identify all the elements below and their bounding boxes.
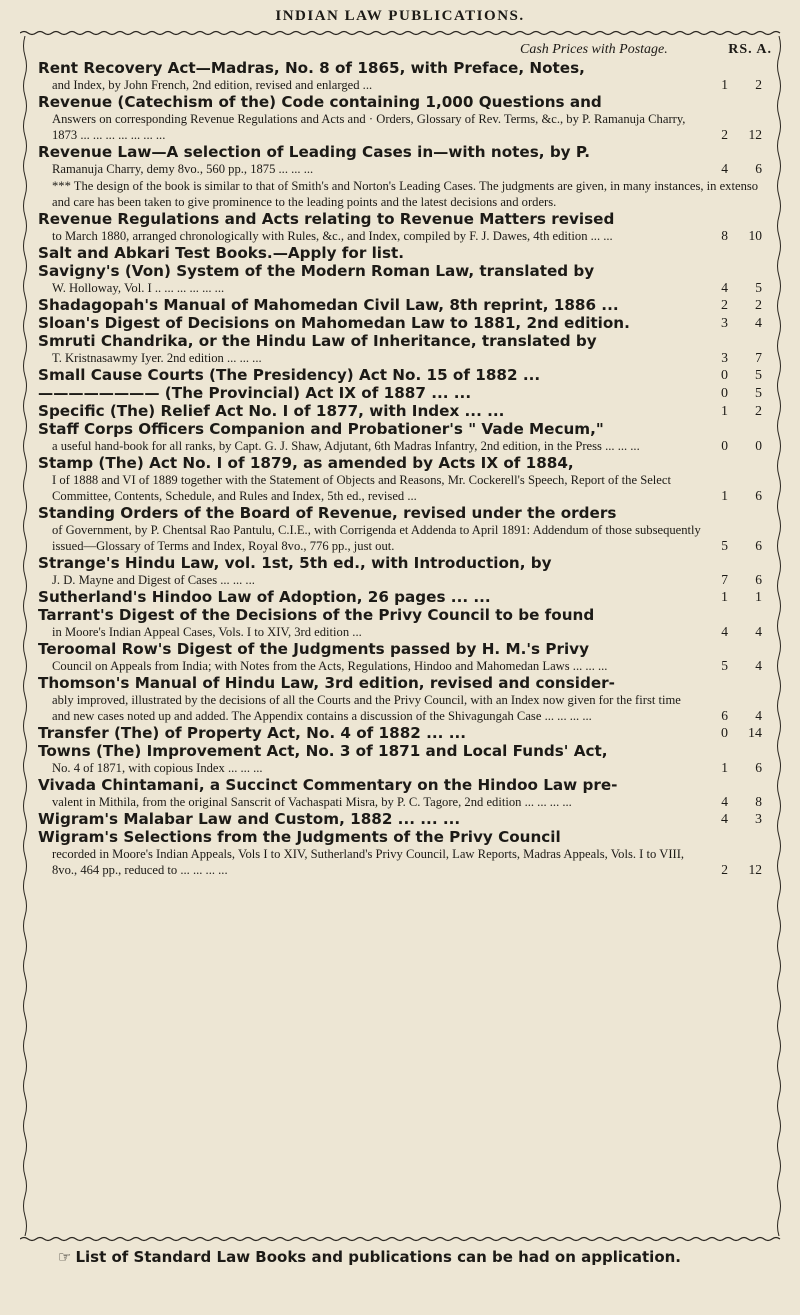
footer-text: List of Standard Law Books and publications can be had on application.	[75, 1248, 682, 1266]
book-entry	[38, 367, 768, 384]
book-entry	[38, 60, 768, 93]
book-entry	[38, 403, 768, 420]
book-entry	[38, 811, 768, 828]
price-annas: 5	[755, 386, 762, 401]
price-rupees: 1	[721, 404, 728, 419]
book-price	[704, 811, 762, 828]
price-annas: 6	[755, 538, 762, 553]
price-annas: 4	[755, 658, 762, 673]
book-price	[704, 350, 762, 366]
price-rupees: 3	[721, 350, 728, 365]
book-title: Vivada Chintamani, a Succinct Commentary on the Hindoo Law pre-	[38, 776, 618, 794]
book-price	[704, 297, 762, 314]
book-title: Stamp (The) Act No. I of 1879, as amended by Acts IX of 1884,	[38, 454, 574, 472]
book-price	[704, 708, 762, 724]
price-rupees: 0	[721, 386, 728, 401]
book-entry	[38, 297, 768, 314]
book-title: Revenue Law—A selection of Leading Cases in—with notes, by P.	[38, 143, 590, 161]
book-entry	[38, 455, 768, 504]
book-entry	[38, 505, 768, 554]
book-price	[704, 127, 762, 143]
book-price	[704, 228, 762, 244]
price-annas: 7	[755, 350, 762, 365]
book-price	[704, 794, 762, 810]
book-list	[38, 60, 768, 879]
price-rupees: 1	[721, 77, 728, 92]
price-annas: 6	[755, 488, 762, 503]
book-entry	[38, 589, 768, 606]
price-annas: 3	[755, 812, 762, 827]
price-annas: 2	[755, 404, 762, 419]
book-price	[704, 572, 762, 588]
price-annas: 6	[755, 572, 762, 587]
book-description: of Government, by P. Chentsal Rao Pantulu, C.I.E., with Corrigenda et Addenda to April 1891: Addendum of those subsequently issued—Glossary of Terms and Index, Royal 8vo., 776 pp., just out.	[52, 523, 701, 553]
book-description: ably improved, illustrated by the decisions of all the Courts and the Privy Council, with an Index now given for the first time and new cases noted up and added. The Appendix contains a discussion of the Shivagungah Case ... ... ... ...	[52, 693, 681, 723]
running-head: INDIAN LAW PUBLICATIONS.	[275, 8, 525, 24]
book-title: Teroomal Row's Digest of the Judgments passed by H. M.'s Privy	[38, 640, 589, 658]
price-annas: 6	[755, 161, 762, 176]
price-annas: 6	[755, 760, 762, 775]
book-description: Council on Appeals from India; with Notes from the Acts, Regulations, Hindoo and Mahomedan Laws ... ... ...	[52, 659, 608, 673]
price-rupees: 4	[721, 812, 728, 827]
price-annas: 2	[755, 77, 762, 92]
book-price	[704, 315, 762, 332]
book-price	[704, 367, 762, 384]
book-price	[704, 862, 762, 878]
left-wavy-border	[22, 36, 28, 1236]
book-title: Towns (The) Improvement Act, No. 3 of 1871 and Local Funds' Act,	[38, 742, 608, 760]
book-description: to March 1880, arranged chronologically with Rules, &c., and Index, compiled by F. J. Dawes, 4th edition ... ...	[52, 229, 613, 243]
book-price	[704, 488, 762, 504]
book-entry	[38, 385, 768, 402]
price-rupees: 2	[721, 127, 728, 142]
price-rupees: 1	[721, 488, 728, 503]
book-entry	[38, 829, 768, 878]
price-annas: 12	[748, 127, 762, 142]
footer-notice	[58, 1248, 778, 1266]
book-entry	[38, 743, 768, 776]
book-title: Transfer (The) of Property Act, No. 4 of 1882 ... ...	[38, 724, 467, 742]
price-rupees: 4	[721, 161, 728, 176]
book-price	[704, 77, 762, 93]
book-price	[704, 589, 762, 606]
pointing-hand-icon: ☞	[58, 1248, 72, 1266]
price-annas: 8	[755, 794, 762, 809]
book-entry	[38, 725, 768, 742]
book-entry	[38, 333, 768, 366]
book-title: ———————— (The Provincial) Act IX of 1887 ... ...	[38, 384, 472, 402]
price-rupees: 1	[721, 760, 728, 775]
price-annas: 4	[755, 624, 762, 639]
price-rupees: 4	[721, 280, 728, 295]
book-title: Small Cause Courts (The Presidency) Act No. 15 of 1882 ...	[38, 366, 541, 384]
book-price	[704, 538, 762, 554]
price-annas: 0	[755, 438, 762, 453]
book-title: Sloan's Digest of Decisions on Mahomedan Law to 1881, 2nd edition.	[38, 314, 630, 332]
price-rupees: 0	[721, 368, 728, 383]
book-entry	[38, 641, 768, 674]
price-annas: 12	[748, 862, 762, 877]
book-price	[704, 760, 762, 776]
price-rupees: 0	[721, 438, 728, 453]
price-rupees: 4	[721, 794, 728, 809]
book-description: J. D. Mayne and Digest of Cases ... ... ...	[52, 573, 255, 587]
price-annas: 10	[748, 228, 762, 243]
book-description: in Moore's Indian Appeal Cases, Vols. I to XIV, 3rd edition ...	[52, 625, 362, 639]
book-price	[704, 280, 762, 296]
price-rupees: 4	[721, 624, 728, 639]
book-title: Smruti Chandrika, or the Hindu Law of Inheritance, translated by	[38, 332, 597, 350]
annas-column-label: A.	[756, 42, 772, 57]
book-entry	[38, 263, 768, 296]
book-description: and Index, by John French, 2nd edition, revised and enlarged ...	[52, 78, 373, 92]
book-entry	[38, 94, 768, 143]
bottom-wavy-border	[20, 1236, 782, 1242]
book-entry	[38, 675, 768, 724]
book-price	[704, 725, 762, 742]
book-price	[704, 403, 762, 420]
book-description: Answers on corresponding Revenue Regulations and Acts and · Orders, Glossary of Rev. Terms, &c., by P. Ramanuja Charry, 1873 ... ... ... ... ... ... ...	[52, 112, 686, 142]
book-entry	[38, 421, 768, 454]
book-title: Sutherland's Hindoo Law of Adoption, 26 pages ... ...	[38, 588, 491, 606]
price-rupees: 6	[721, 708, 728, 723]
book-description: Ramanuja Charry, demy 8vo., 560 pp., 1875 ... ... ...	[52, 162, 314, 176]
book-title: Strange's Hindu Law, vol. 1st, 5th ed., with Introduction, by	[38, 554, 552, 572]
rupees-column-label: RS.	[728, 42, 753, 57]
right-wavy-border	[776, 36, 782, 1236]
book-description: recorded in Moore's Indian Appeals, Vols I to XIV, Sutherland's Privy Council, Law Reports, Madras Appeals, Vols. I to VIII, 8vo., 464 pp., reduced to ... ... ... ...	[52, 847, 685, 877]
price-column-header	[520, 42, 772, 58]
book-entry	[38, 178, 768, 210]
price-rupees: 8	[721, 228, 728, 243]
book-description: No. 4 of 1871, with copious Index ... ... ...	[52, 761, 263, 775]
book-description: W. Holloway, Vol. I .. ... ... ... ... ...	[52, 281, 225, 295]
price-rupees: 3	[721, 316, 728, 331]
top-wavy-border	[20, 30, 782, 36]
book-title: Tarrant's Digest of the Decisions of the Privy Council to be found	[38, 606, 595, 624]
book-entry	[38, 211, 768, 244]
currency-columns	[728, 42, 772, 58]
book-description: I of 1888 and VI of 1889 together with the Statement of Objects and Reasons, Mr. Cockerell's Speech, Report of the Select Committee, Contents, Schedule, and Rules and Index, 5th ed., revised ...	[52, 473, 671, 503]
book-description: valent in Mithila, from the original Sanscrit of Vachaspati Misra, by P. C. Tagore, 2nd edition ... ... ... ...	[52, 795, 572, 809]
book-price	[704, 438, 762, 454]
book-entry	[38, 555, 768, 588]
book-title: Rent Recovery Act—Madras, No. 8 of 1865, with Preface, Notes,	[38, 59, 585, 77]
book-entry	[38, 245, 768, 262]
book-title: Revenue (Catechism of the) Code containing 1,000 Questions and	[38, 93, 602, 111]
book-title: Specific (The) Relief Act No. I of 1877, with Index ... ...	[38, 402, 505, 420]
book-title: Thomson's Manual of Hindu Law, 3rd edition, revised and consider-	[38, 674, 615, 692]
book-entry	[38, 607, 768, 640]
price-annas: 5	[755, 280, 762, 295]
book-price	[704, 161, 762, 177]
book-entry	[38, 144, 768, 177]
book-title: Shadagopah's Manual of Mahomedan Civil Law, 8th reprint, 1886 ...	[38, 296, 619, 314]
price-annas: 2	[755, 298, 762, 313]
book-title: Wigram's Selections from the Judgments of the Privy Council	[38, 828, 561, 846]
book-price	[704, 385, 762, 402]
book-title: Salt and Abkari Test Books.—Apply for list.	[38, 244, 405, 262]
book-entry	[38, 777, 768, 810]
book-entry	[38, 315, 768, 332]
book-description: T. Kristnasawmy Iyer. 2nd edition ... ... ...	[52, 351, 262, 365]
price-rupees: 0	[721, 726, 728, 741]
book-description: a useful hand-book for all ranks, by Capt. G. J. Shaw, Adjutant, 6th Madras Infantry, 2nd edition, in the Press ... ... ...	[52, 439, 640, 453]
price-rupees: 7	[721, 572, 728, 587]
price-annas: 14	[748, 726, 762, 741]
cash-prices-heading: Cash Prices with Postage.	[520, 42, 668, 57]
price-rupees: 2	[721, 298, 728, 313]
book-title: Revenue Regulations and Acts relating to Revenue Matters revised	[38, 210, 615, 228]
book-price	[704, 658, 762, 674]
book-price	[704, 624, 762, 640]
book-title: Staff Corps Officers Companion and Probationer's " Vade Mecum,"	[38, 420, 604, 438]
price-annas: 4	[755, 316, 762, 331]
price-annas: 1	[755, 590, 762, 605]
price-annas: 4	[755, 708, 762, 723]
book-title: Savigny's (Von) System of the Modern Roman Law, translated by	[38, 262, 595, 280]
price-annas: 5	[755, 368, 762, 383]
book-title: Standing Orders of the Board of Revenue, revised under the orders	[38, 504, 617, 522]
book-title: Wigram's Malabar Law and Custom, 1882 ... ... ...	[38, 810, 461, 828]
price-rupees: 5	[721, 538, 728, 553]
price-rupees: 5	[721, 658, 728, 673]
price-rupees: 2	[721, 862, 728, 877]
price-rupees: 1	[721, 590, 728, 605]
book-description: *** The design of the book is similar to that of Smith's and Norton's Leading Cases. The judgments are given, in many instances, in extenso and care has been taken to give prominence to the leading points and the latest decisions and orders.	[52, 179, 759, 209]
